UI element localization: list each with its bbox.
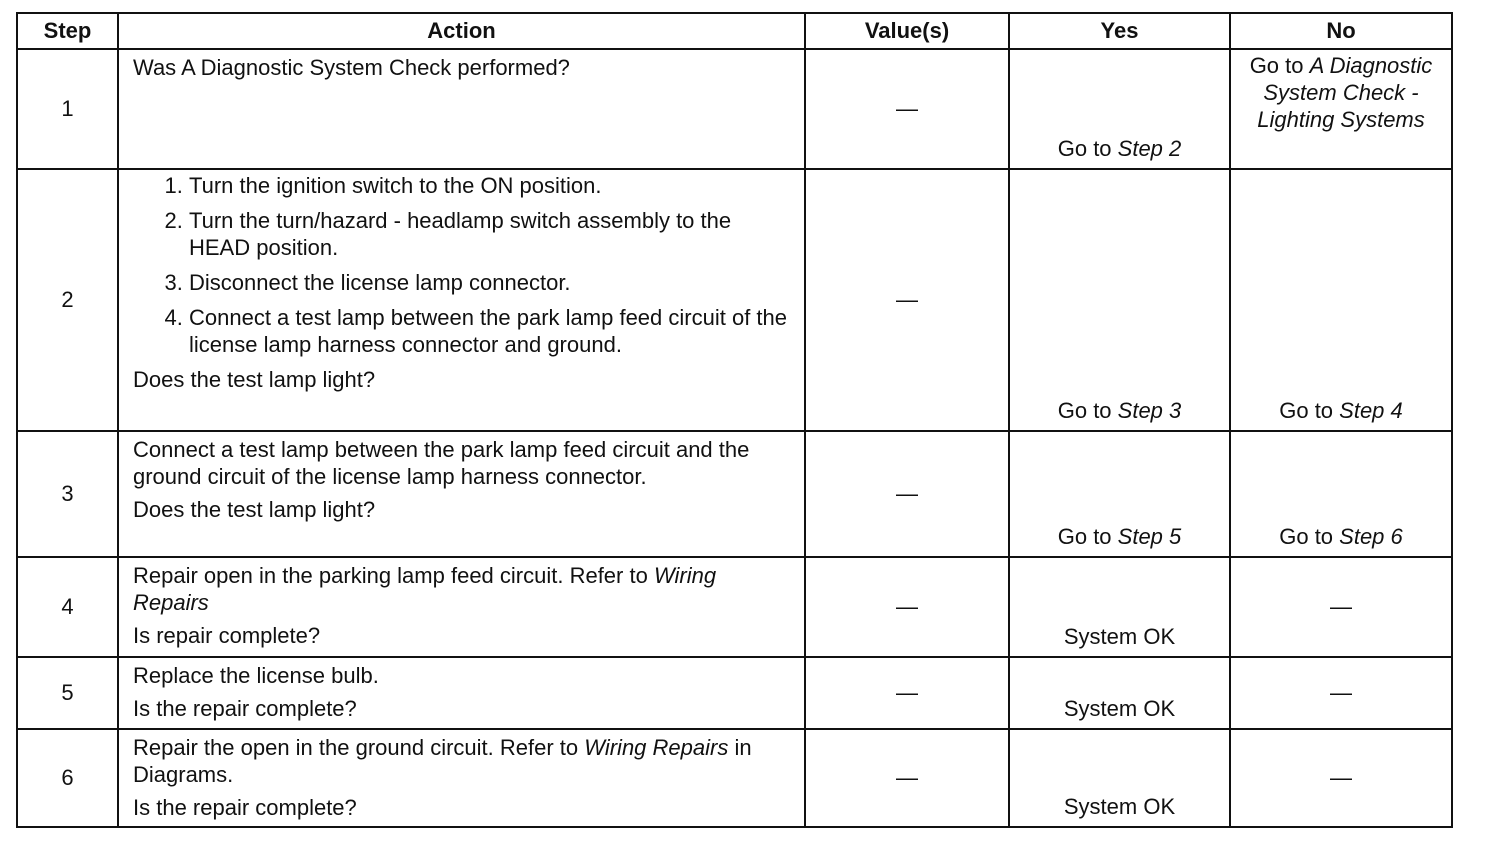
yes-result: System OK: [1063, 624, 1176, 649]
no-step-link[interactable]: Step 6: [1339, 524, 1403, 549]
action-question: Does the test lamp light?: [133, 367, 376, 392]
header-values: Value(s): [805, 13, 1009, 49]
yes-step-link[interactable]: Step 2: [1117, 136, 1182, 161]
action-step-item: 3. Disconnect the license lamp connector.: [189, 269, 794, 296]
no-diagnostic-check-link[interactable]: A Diagnostic System Check - Lighting Systems: [1257, 53, 1433, 132]
yes-prefix: Go to: [1057, 398, 1118, 423]
step-number: 5: [17, 657, 118, 729]
yes-step-link[interactable]: Step 5: [1117, 524, 1182, 549]
step-number: 1: [17, 49, 118, 169]
value-cell: —: [805, 49, 1009, 169]
action-text: Connect a test lamp between the park lamp feed circuit and the ground circuit of the license lamp harness connector.: [133, 437, 750, 489]
header-no: No: [1230, 13, 1452, 49]
no-cell: [1230, 431, 1452, 557]
action-cell: [118, 169, 805, 431]
value-cell: —: [805, 169, 1009, 431]
no-prefix: Go to: [1249, 53, 1310, 78]
action-cell: [118, 657, 805, 729]
action-cell: [118, 557, 805, 657]
action-cell: [118, 49, 805, 169]
table-row: [17, 431, 1452, 557]
no-cell: [1230, 49, 1452, 169]
yes-cell: [1009, 169, 1230, 431]
step-number: 4: [17, 557, 118, 657]
yes-cell: [1009, 431, 1230, 557]
yes-cell: [1009, 49, 1230, 169]
header-step: Step: [17, 13, 118, 49]
yes-cell: [1009, 729, 1230, 827]
action-text-main: Repair the open in the ground circuit. Refer to: [133, 735, 585, 760]
action-question: Is the repair complete?: [133, 795, 357, 820]
action-text: [133, 734, 794, 788]
action-text: [133, 562, 794, 616]
action-step-item: 1. Turn the ignition switch to the ON position.: [189, 172, 794, 199]
yes-result: System OK: [1063, 696, 1176, 721]
action-question: Does the test lamp light?: [133, 497, 376, 522]
action-question: Is repair complete?: [133, 623, 321, 648]
action-text: Was A Diagnostic System Check performed?: [133, 55, 570, 80]
action-step-item: 4. Connect a test lamp between the park lamp feed circuit of the license lamp harness connector and ground.: [189, 304, 794, 358]
header-yes: Yes: [1009, 13, 1230, 49]
value-cell: —: [805, 557, 1009, 657]
value-cell: —: [805, 729, 1009, 827]
yes-cell: [1009, 557, 1230, 657]
no-step-link[interactable]: Step 4: [1339, 398, 1403, 423]
table-row: [17, 49, 1452, 169]
no-cell: —: [1230, 657, 1452, 729]
step-number: 6: [17, 729, 118, 827]
action-text: Replace the license bulb.: [133, 663, 379, 688]
action-question: Is the repair complete?: [133, 696, 357, 721]
wiring-repairs-link[interactable]: Wiring Repairs: [133, 563, 717, 615]
action-cell: [118, 431, 805, 557]
yes-prefix: Go to: [1057, 524, 1118, 549]
no-cell: —: [1230, 557, 1452, 657]
yes-result: System OK: [1063, 794, 1176, 819]
no-cell: [1230, 169, 1452, 431]
no-cell: —: [1230, 729, 1452, 827]
table-row: [17, 169, 1452, 431]
action-text-main: Repair open in the parking lamp feed circuit. Refer to: [133, 563, 654, 588]
header-row: [17, 13, 1452, 49]
value-cell: —: [805, 657, 1009, 729]
header-action: Action: [118, 13, 805, 49]
no-prefix: Go to: [1279, 524, 1340, 549]
no-prefix: Go to: [1279, 398, 1340, 423]
table-row: [17, 557, 1452, 657]
diagnostic-table: [16, 12, 1453, 828]
yes-prefix: Go to: [1057, 136, 1118, 161]
action-step-item: 2. Turn the turn/hazard - headlamp switch assembly to the HEAD position.: [189, 207, 794, 261]
action-steps-list: [133, 172, 794, 358]
yes-step-link[interactable]: Step 3: [1117, 398, 1182, 423]
table-row: [17, 657, 1452, 729]
wiring-repairs-link[interactable]: Wiring Repairs: [584, 735, 729, 760]
action-cell: [118, 729, 805, 827]
step-number: 3: [17, 431, 118, 557]
table-row: [17, 729, 1452, 827]
yes-cell: [1009, 657, 1230, 729]
action-text-suffix: in Diagrams.: [133, 735, 752, 787]
value-cell: —: [805, 431, 1009, 557]
step-number: 2: [17, 169, 118, 431]
